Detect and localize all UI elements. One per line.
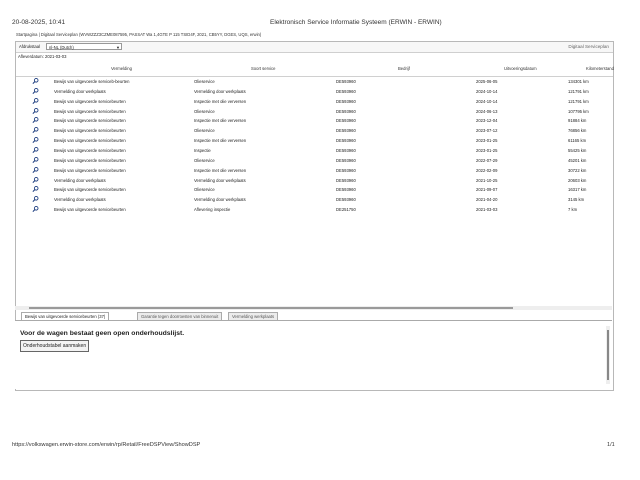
cell-soort: Inspectie met olie verversen <box>194 98 247 104</box>
cell-soort: Olieservice <box>194 79 215 84</box>
cell-km: 121791 km <box>568 88 589 94</box>
cell-vermelding: Vermelding door werkplaats <box>54 88 106 94</box>
cell-datum: 2022-07-29 <box>476 157 498 163</box>
cell-km: 7 km <box>568 207 578 213</box>
horizontal-scrollbar[interactable] <box>15 306 612 310</box>
table-row[interactable] <box>16 166 613 175</box>
cell-soort: Vermelding door werkplaats <box>194 197 246 203</box>
magnifier-icon[interactable] <box>32 185 39 193</box>
cell-soort: Olieservice <box>194 128 215 134</box>
print-title: Elektronisch Service Informatie Systeem (ERWIN - ERWIN) <box>270 19 442 26</box>
print-style-label: Afdrukstaal <box>19 44 40 49</box>
magnifier-icon[interactable] <box>32 87 39 95</box>
page-number: 1/1 <box>607 442 615 448</box>
tab-workshop-note[interactable]: Vermelding werkplaats <box>228 312 278 320</box>
magnifier-icon[interactable] <box>32 126 39 134</box>
table-row[interactable] <box>16 136 613 145</box>
cell-vermelding: Bewijs van uitgevoerde servicebeurten <box>54 128 126 134</box>
cell-km: 55425 km <box>568 147 587 153</box>
section-title: Digitaal Serviceplan <box>568 44 609 49</box>
cell-km: 107795 km <box>568 108 589 114</box>
cell-vermelding: Bewijs van uitgevoerde serviceb-beurten <box>54 79 130 84</box>
print-datetime: 20-08-2025, 10:41 <box>12 19 66 26</box>
magnifier-icon[interactable] <box>32 77 39 85</box>
cell-soort: Inspectie met olie verversen <box>194 138 247 144</box>
magnifier-icon[interactable] <box>32 195 39 203</box>
cell-bedrijf: DE593960 <box>336 108 356 114</box>
cell-datum: 2021-10-25 <box>476 177 498 183</box>
cell-km: 30722 km <box>568 167 587 173</box>
cell-datum: 2023-01-25 <box>476 138 498 144</box>
breadcrumb[interactable]: Startpagina | Digitaal Serviceplan (WVWZZZ3CZME087595, PASSAT Wa 1,4GTE P 115 TSID4F, 2021, CB5YY, DGES, UQS, erwin) <box>16 32 262 37</box>
cell-datum: 2023-07-12 <box>476 128 498 134</box>
chevron-down-icon: ▼ <box>116 45 120 50</box>
cell-bedrijf: DE593960 <box>336 147 356 153</box>
cell-soort: Olieservice <box>194 108 215 114</box>
cell-bedrijf: DE593960 <box>336 138 356 144</box>
cell-km: 45201 km <box>568 157 587 163</box>
cell-bedrijf: DE593960 <box>336 98 356 104</box>
delivery-date: Afleverdatum: 2021-03-03 <box>18 54 67 59</box>
cell-km: 134301 km <box>568 79 589 84</box>
cell-vermelding: Bewijs van uitgevoerde servicebeurten <box>54 108 126 114</box>
cell-datum: 2023-01-25 <box>476 147 498 153</box>
cell-datum: 2022-02-09 <box>476 167 498 173</box>
cell-datum: 2021-03-03 <box>476 207 498 213</box>
cell-bedrijf: DE593960 <box>336 167 356 173</box>
magnifier-icon[interactable] <box>32 146 39 154</box>
table-row[interactable] <box>16 185 613 194</box>
cell-datum: 2023-12-04 <box>476 118 498 124</box>
column-header-uitvoeringsdatum[interactable]: Uitvoeringsdatum <box>504 66 537 71</box>
magnifier-icon[interactable] <box>32 156 39 164</box>
cell-bedrijf: DE251750 <box>336 207 356 213</box>
column-header-bedrijf[interactable]: Bedrijf <box>398 66 410 71</box>
cell-bedrijf: DE593960 <box>336 187 356 193</box>
cell-km: 121791 km <box>568 98 589 104</box>
cell-vermelding: Bewijs van uitgevoerde servicebeurten <box>54 167 126 173</box>
tab-service-proof[interactable]: Bewijs van uitgevoerde servicebeurten (37) <box>21 312 109 320</box>
cell-km: 3145 km <box>568 197 585 203</box>
cell-km: 91884 km <box>568 118 587 124</box>
table-row[interactable] <box>16 87 613 96</box>
cell-datum: 2021-09-07 <box>476 187 498 193</box>
cell-vermelding: Bewijs van uitgevoerde servicebeurten <box>54 98 126 104</box>
table-row[interactable] <box>16 97 613 106</box>
cell-bedrijf: DE593960 <box>336 197 356 203</box>
cell-vermelding: Bewijs van uitgevoerde servicebeurten <box>54 207 126 213</box>
cell-bedrijf: DE593960 <box>336 177 356 183</box>
cell-bedrijf: DE593960 <box>336 79 356 84</box>
create-maintenance-table-button[interactable]: Onderhoudstabel aanmaken <box>20 340 89 352</box>
maintenance-panel <box>15 321 612 389</box>
table-row[interactable] <box>16 195 613 204</box>
magnifier-icon[interactable] <box>32 205 39 213</box>
column-header-soort-service[interactable]: Soort service <box>251 66 276 71</box>
cell-soort: Inspectie <box>194 147 211 153</box>
column-header-kilometerstand[interactable]: Kilometerstand <box>586 66 614 71</box>
toolbar <box>16 42 613 53</box>
cell-vermelding: Bewijs van uitgevoerde servicebeurten <box>54 147 126 153</box>
cell-bedrijf: DE593960 <box>336 88 356 94</box>
cell-datum: 2024-10-14 <box>476 98 498 104</box>
no-open-list-message: Voor de wagen bestaat geen open onderhoudslijst. <box>20 330 185 337</box>
cell-vermelding: Bewijs van uitgevoerde servicebeurten <box>54 187 126 193</box>
table-row[interactable] <box>16 205 613 214</box>
magnifier-icon[interactable] <box>32 176 39 184</box>
cell-bedrijf: DE593960 <box>336 157 356 163</box>
cell-km: 76856 km <box>568 128 587 134</box>
magnifier-icon[interactable] <box>32 136 39 144</box>
cell-datum: 2024-06-13 <box>476 108 498 114</box>
cell-km: 61165 km <box>568 138 587 144</box>
scrollbar-thumb[interactable] <box>29 307 513 309</box>
cell-datum: 2025-06-05 <box>476 79 498 84</box>
cell-vermelding: Bewijs van uitgevoerde servicebeurten <box>54 118 126 124</box>
vertical-scrollbar[interactable] <box>606 326 610 384</box>
table-row[interactable] <box>16 77 613 86</box>
language-select[interactable] <box>46 43 122 50</box>
cell-bedrijf: DE593960 <box>336 118 356 124</box>
cell-km: 20603 km <box>568 177 587 183</box>
cell-vermelding: Bewijs van uitgevoerde servicebeurten <box>54 138 126 144</box>
cell-soort: Aflevering inspectie <box>194 207 231 213</box>
magnifier-icon[interactable] <box>32 97 39 105</box>
cell-soort: Olieservice <box>194 187 215 193</box>
scrollbar-thumb[interactable] <box>607 330 609 380</box>
cell-km: 16317 km <box>568 187 587 193</box>
magnifier-icon[interactable] <box>32 107 39 115</box>
print-url: https://volkswagen.erwin-store.com/erwin/rp/Retail/FreeDSPView/ShowDSP <box>12 442 201 448</box>
cell-vermelding: Bewijs van uitgevoerde servicebeurten <box>54 157 126 163</box>
table-header <box>16 60 613 77</box>
language-select-value: nl-NL (Dutch) <box>49 45 74 50</box>
table-row[interactable] <box>16 116 613 125</box>
cell-soort: Vermelding door werkplaats <box>194 177 246 183</box>
magnifier-icon[interactable] <box>32 116 39 124</box>
cell-vermelding: Vermelding door werkplaats <box>54 177 106 183</box>
cell-vermelding: Vermelding door werkplaats <box>54 197 106 203</box>
cell-soort: Inspectie met olie verversen <box>194 118 247 124</box>
cell-soort: Vermelding door werkplaats <box>194 88 246 94</box>
tab-strip <box>15 311 612 321</box>
table-row[interactable] <box>16 176 613 185</box>
table-row[interactable] <box>16 146 613 155</box>
column-header-vermelding[interactable]: Vermelding <box>111 66 132 71</box>
table-row[interactable] <box>16 126 613 135</box>
cell-datum: 2021-04-20 <box>476 197 498 203</box>
table-row[interactable] <box>16 107 613 116</box>
cell-datum: 2024-10-14 <box>476 88 498 94</box>
cell-bedrijf: DE593960 <box>336 128 356 134</box>
cell-soort: Olieservice <box>194 157 215 163</box>
tab-rust-warranty[interactable]: Garantie tegen doorroesten van binnenuit <box>137 312 222 320</box>
cell-soort: Inspectie met olie verversen <box>194 167 247 173</box>
magnifier-icon[interactable] <box>32 166 39 174</box>
table-row[interactable] <box>16 156 613 165</box>
